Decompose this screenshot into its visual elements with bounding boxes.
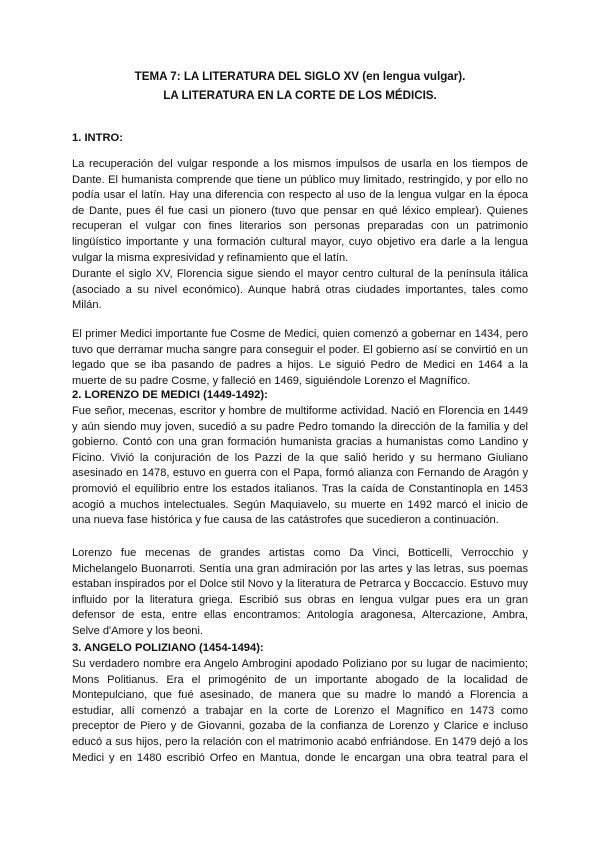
text-line: Fue señor, mecenas, escritor y hombre de multiforme actividad. Nació en Florencia en 1449 [72, 405, 528, 417]
paragraph [72, 657, 528, 766]
text-line: Milán. [72, 299, 102, 312]
text-line: Su verdadero nombre era Angelo Ambrogini apodado Poliziano por su lugar de nacimiento; [72, 658, 528, 670]
text-line: acogió a muchos intelectuales. Según Maquiavelo, su muerte en 1492 marcó el inicio de [72, 498, 528, 511]
text-line: estudiar, allí comenzó a trabajar en la corte de Lorenzo el Magnífico en 1473 como [72, 704, 528, 717]
text-line: estaban inspirados por el Dolce stil Novo y la literatura de Petrarca y Boccaccio. Estuvo muy [72, 578, 528, 591]
text-line: Montepulciano, que fué asesinado, de manera que su madre lo mandó a Florencia a [72, 689, 528, 702]
text-line: Michelangelo Buonarroti. Sentía una gran admiración por las artes y las letras, sus poemas [72, 562, 528, 575]
text-line: legado que se iba pasando de padres a hijos. Le siguió Pedro de Medici en 1464 a la [72, 359, 528, 372]
text-line: tuvo que derramar mucha sangre para conseguir el poder. El gobierno así se convirtió en un [72, 343, 528, 356]
text-line: asesinado en 1478, estuvo en guerra con el Papa, formó alianza con Fernando de Aragón y [72, 467, 528, 480]
text-line: promovió el equilibrio entre los estados italianos. Tras la caída de Constantinopla en 1453 [72, 482, 528, 495]
text-line: recuperan el vulgar con fines literarios son personas preparadas con un patrimonio [72, 220, 528, 233]
text-line: una nueva fase histórica y fue causa de las catástrofes que sucedieron a continuación. [72, 514, 499, 527]
section-heading-lorenzo: 2. LORENZO DE MEDICI (1449-1492): [72, 389, 268, 401]
section-heading-poliziano: 3. ANGELO POLIZIANO (1454-1494): [72, 642, 264, 654]
paragraph [72, 546, 528, 640]
paragraph [72, 327, 528, 389]
title-line-1: TEMA 7: LA LITERATURA DEL SIGLO XV (en lengua vulgar). [134, 70, 466, 83]
text-line: defensor de esta, entre ellas encontramos: Antología aragonesa, Altercazione, Ambra, [72, 609, 528, 622]
text-line: Mons Politianus. Era el primogénito de un importante abogado de la localidad de [72, 673, 528, 686]
text-line: Ficino. Vivió la conjuración de los Pazzi de la que salió herido y su hermano Giuliano [72, 451, 528, 464]
paragraph [72, 157, 528, 266]
section-heading-intro: 1. INTRO: [72, 132, 123, 144]
text-line: influido por la literatura griega. Escribió sus obras en lengua vulgar pues era un gran [72, 593, 528, 606]
paragraph [72, 404, 528, 529]
text-line: Durante el siglo XV, Florencia sigue siendo el mayor centro cultural de la península itálica [72, 268, 528, 280]
text-line: y aún siendo muy joven, sucedió a su padre Pedro tomando la dirección de la familia y del [72, 420, 528, 433]
text-line: vulgar la misma expresividad y refinamiento que el latín. [72, 251, 349, 264]
text-line: Dante. El humanista comprende que tiene un público muy limitado, restringido, y por ello no [72, 173, 528, 186]
paragraph [72, 267, 528, 314]
text-line: Medici y en 1480 escribió Orfeo en Mantua, donde le encargan una obra teatral para el [72, 751, 528, 764]
text-line: La recuperación del vulgar responde a los mismos impulsos de usarla en los tiempos de [72, 158, 528, 170]
text-line: Lorenzo fue mecenas de grandes artistas como Da Vinci, Botticelli, Verrocchio y [72, 547, 528, 559]
title-line-2: LA LITERATURA EN LA CORTE DE LOS MÉDICIS. [163, 89, 437, 102]
text-line: educó a sus hijos, pero la relación con el matrimonio acabó enfriándose. En 1479 dejó a los [72, 735, 528, 748]
text-line: El primer Medici importante fue Cosme de Medici, quien comenzó a gobernar en 1434, pero [72, 328, 528, 340]
text-line: preceptor de Piero y de Giovanni, gozaba de la confianza de Lorenzo y Clarice e incluso [72, 720, 528, 733]
text-line: gobierno. Contó con una gran formación humanista gracias a humanistas como Landino y [72, 436, 528, 449]
text-line: lingüístico importante y una formación cultural mayor, cuyo objetivo era darle a la lengua [72, 235, 528, 248]
text-line: Selve d'Amore y los beoni. [72, 624, 203, 637]
text-line: muerte de su padre Cosme, y falleció en 1469, siguiéndole Lorenzo el Magnífico. [72, 374, 471, 387]
text-line: de Dante, pues él fue casi un pionero (tuvo que pensar en qué léxico emplear). Quienes [72, 204, 528, 217]
text-line: (asociado a su nivel económico). Aunque habrá otras ciudades importantes, tales como [72, 283, 528, 296]
text-line: podía usar el latín. Hay una diferencia con respecto al uso de la lengua vulgar en la época [72, 189, 528, 202]
